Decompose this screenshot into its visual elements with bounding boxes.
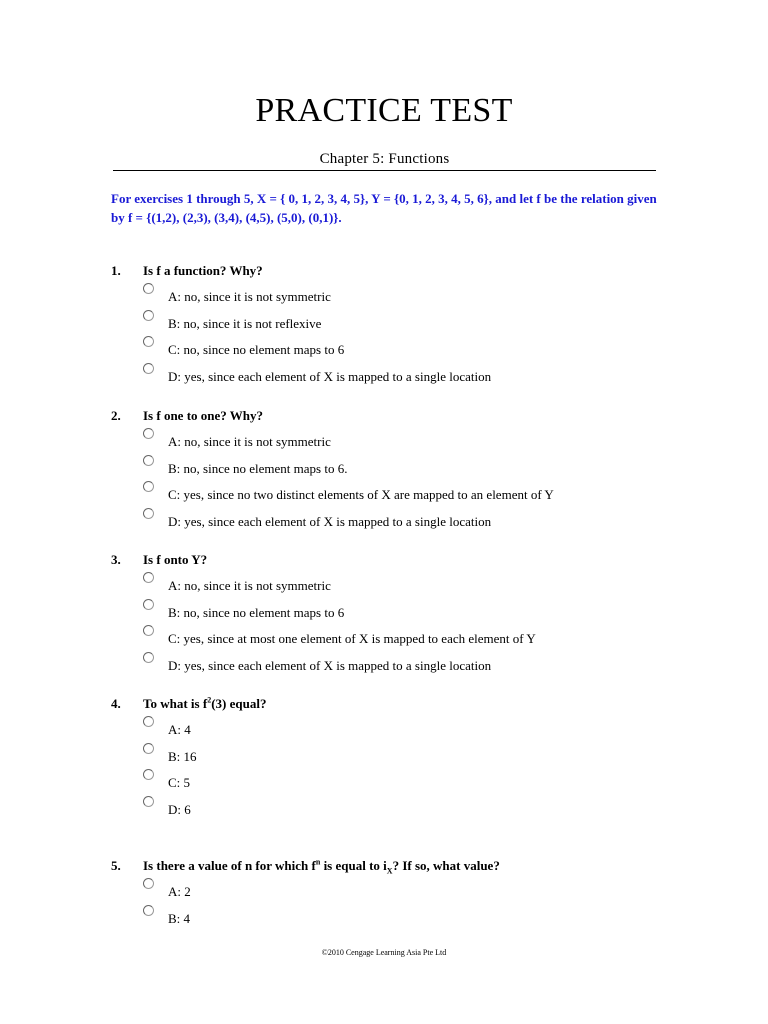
exercise-intro: For exercises 1 through 5, X = { 0, 1, 2, 3, 4, 5}, Y = {0, 1, 2, 3, 4, 5, 6}, and let f be the relation given by f = {(1,2), (2,3), (3,4), (4,5), (5,0), (0,1)}. <box>111 191 657 225</box>
option-b[interactable] <box>143 597 671 624</box>
option-c[interactable] <box>143 767 671 794</box>
radio-button[interactable] <box>143 336 154 347</box>
radio-button[interactable] <box>143 878 154 889</box>
option-c[interactable] <box>143 623 671 650</box>
option-label: A: 4 <box>168 722 191 737</box>
question-number: 3. <box>111 552 121 567</box>
option-b[interactable] <box>143 453 671 480</box>
question-number: 2. <box>111 408 121 423</box>
radio-button[interactable] <box>143 769 154 780</box>
radio-button[interactable] <box>143 572 154 583</box>
option-label: A: no, since it is not symmetric <box>168 578 331 593</box>
option-label: C: yes, since at most one element of X is mapped to each element of Y <box>168 631 536 646</box>
copyright-footer: ©2010 Cengage Learning Asia Pte Ltd <box>321 948 447 957</box>
radio-button[interactable] <box>143 428 154 439</box>
radio-button[interactable] <box>143 455 154 466</box>
option-c[interactable] <box>143 334 671 361</box>
question-heading <box>111 406 671 426</box>
option-label: B: no, since no element maps to 6 <box>168 604 345 620</box>
option-b[interactable] <box>143 903 671 930</box>
option-label: A: no, since it is not symmetric <box>168 434 331 449</box>
option-d[interactable] <box>143 361 671 388</box>
radio-button[interactable] <box>143 481 154 492</box>
page-title: PRACTICE TEST <box>255 92 513 129</box>
question-3 <box>111 550 671 676</box>
option-label: C: 5 <box>168 775 191 790</box>
question-text: Is there a value of n for which $f^n$ is equal to $i_X$? If so, what value? <box>143 857 500 876</box>
option-label: B: no, since it is not reflexive <box>168 315 322 331</box>
question-1 <box>111 261 671 387</box>
radio-button[interactable] <box>143 363 154 374</box>
radio-button[interactable] <box>143 716 154 727</box>
option-label: D: yes, since each element of X is mapped to a single location <box>168 513 492 529</box>
radio-button[interactable] <box>143 508 154 519</box>
chapter-heading <box>113 150 656 171</box>
radio-button[interactable] <box>143 796 154 807</box>
radio-button[interactable] <box>143 652 154 663</box>
question-heading <box>111 856 671 876</box>
radio-button[interactable] <box>143 743 154 754</box>
option-label: A: no, since it is not symmetric <box>168 289 331 304</box>
question-text: Is f a function? Why? <box>143 263 263 278</box>
option-label: C: no, since no element maps to 6 <box>168 342 345 357</box>
question-2 <box>111 406 671 532</box>
option-c[interactable] <box>143 479 671 506</box>
option-label: D: yes, since each element of X is mapped to a single location <box>168 368 492 384</box>
option-a[interactable] <box>143 714 671 741</box>
question-heading <box>111 694 671 714</box>
question-4 <box>111 694 671 820</box>
question-number: 5. <box>111 858 121 873</box>
radio-button[interactable] <box>143 310 154 321</box>
option-label: B: 16 <box>168 748 197 764</box>
option-label: B: 4 <box>168 910 191 926</box>
option-a[interactable] <box>143 281 671 308</box>
option-b[interactable] <box>143 741 671 768</box>
option-label: C: yes, since no two distinct elements of X are mapped to an element of Y <box>168 487 554 502</box>
question-text: Is f onto Y? <box>143 552 208 567</box>
question-5 <box>111 856 671 929</box>
question-number: 4. <box>111 696 121 711</box>
radio-button[interactable] <box>143 625 154 636</box>
chapter-title: Chapter 5: Functions <box>319 151 450 167</box>
option-label: D: 6 <box>168 801 191 817</box>
option-label: B: no, since no element maps to 6. <box>168 460 348 476</box>
option-d[interactable] <box>143 506 671 533</box>
option-label: A: 2 <box>168 884 191 899</box>
option-d[interactable] <box>143 794 671 821</box>
question-number: 1. <box>111 263 121 278</box>
option-a[interactable] <box>143 570 671 597</box>
question-heading <box>111 261 671 281</box>
radio-button[interactable] <box>143 599 154 610</box>
option-b[interactable] <box>143 308 671 335</box>
question-text: Is f one to one? Why? <box>143 408 264 423</box>
option-a[interactable] <box>143 876 671 903</box>
option-a[interactable] <box>143 426 671 453</box>
question-heading <box>111 550 671 570</box>
option-d[interactable] <box>143 650 671 677</box>
question-text: To what is $f^2(3)$ equal? <box>143 695 267 711</box>
radio-button[interactable] <box>143 283 154 294</box>
radio-button[interactable] <box>143 905 154 916</box>
option-label: D: yes, since each element of X is mapped to a single location <box>168 657 492 673</box>
